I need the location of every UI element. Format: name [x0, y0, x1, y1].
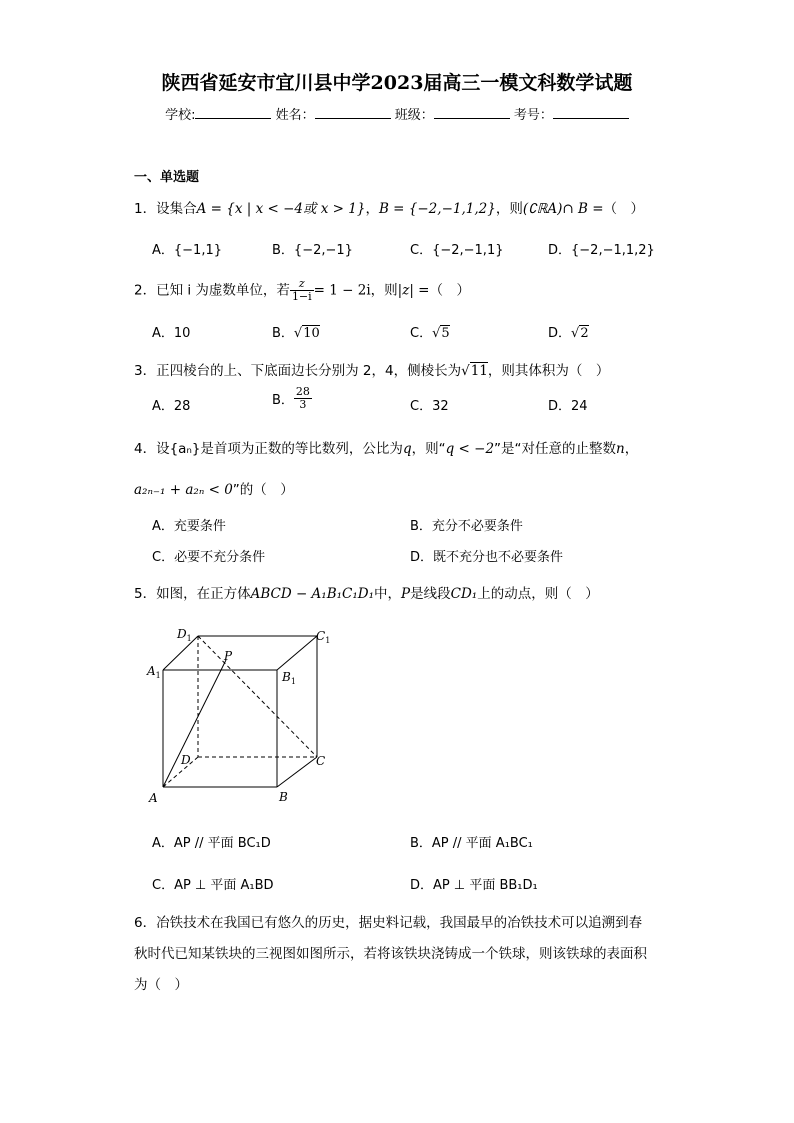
- question-4-line-2: [134, 478, 294, 498]
- radicand: 11: [470, 363, 488, 379]
- condition-expr: q < −2: [445, 441, 495, 457]
- label-d1: $D_1$: [177, 627, 192, 643]
- page-title: 陕西省延安市宜川县中学2023届高三一模文科数学试题: [161, 72, 633, 94]
- question-6-line-3: 为（ ）: [134, 977, 188, 993]
- question-text: 已知 i 为虚数单位，若: [156, 282, 290, 299]
- label-c1: $C_1$: [316, 629, 331, 645]
- q4-option-d[interactable]: D．既不充分也不必要条件: [410, 550, 564, 565]
- question-text: ，则: [495, 201, 523, 217]
- question-text: 是线段: [410, 586, 451, 602]
- question-text: ，则“: [411, 441, 446, 457]
- question-number: 4．: [134, 441, 157, 457]
- q4-option-c[interactable]: C．必要不充分条件: [152, 550, 266, 565]
- question-number: 3．: [134, 363, 157, 379]
- edge-a1d1: [163, 636, 198, 670]
- question-text: ，则: [370, 282, 398, 299]
- option-label: B．: [272, 393, 294, 408]
- name-blank: [315, 106, 391, 119]
- question-1: [134, 197, 644, 217]
- label-c: C: [316, 754, 326, 768]
- radicand: 2: [580, 326, 589, 341]
- section-title: 一、单选题: [134, 170, 200, 185]
- label-b1: $B_1$: [282, 670, 296, 686]
- complement-expr: (∁ℝA)∩ B =: [522, 201, 604, 217]
- sqrt-expr: √11: [461, 363, 488, 379]
- q2-option-a[interactable]: A．10: [152, 326, 191, 341]
- q4-option-a[interactable]: A．充要条件: [152, 519, 226, 534]
- equation-rhs: = 1 − 2i: [313, 282, 371, 299]
- option-label: B．: [272, 326, 294, 341]
- option-label: C．: [410, 326, 433, 341]
- sqrt-expr: √5: [432, 326, 450, 341]
- q2-option-b[interactable]: [272, 322, 320, 341]
- school-blank: [195, 106, 271, 119]
- question-3: [134, 359, 609, 379]
- question-6-line-1: [134, 911, 642, 931]
- fraction-numerator: 28: [295, 385, 310, 398]
- segment-ap: [163, 660, 226, 787]
- q1-option-b[interactable]: B．{−2,−1}: [272, 243, 353, 258]
- question-text: ”是“对任意的止整数: [494, 441, 617, 457]
- question-text: 正四棱台的上、下底面边长分别为 2，4，侧棱长为: [156, 363, 462, 379]
- class-blank: [434, 106, 510, 119]
- fraction-numerator: z: [290, 278, 314, 291]
- question-text: 设{aₙ}是首项为正数的等比数列，公比为: [156, 441, 403, 457]
- variable-n: n: [616, 441, 625, 457]
- exam-no-blank: [553, 106, 629, 119]
- q2-option-c[interactable]: [410, 322, 450, 341]
- q1-option-a[interactable]: A．{−1,1}: [152, 243, 223, 258]
- question-number: 5．: [134, 586, 157, 602]
- cube-figure: [140, 620, 340, 810]
- sqrt-expr: √2: [571, 326, 589, 341]
- question-4-line-1: [134, 437, 638, 457]
- variable-q: q: [402, 441, 412, 457]
- segment-d1c: [198, 636, 317, 757]
- option-label: D．: [548, 326, 572, 341]
- question-6-line-2: 秋时代已知某铁块的三视图如图所示，若将该铁块浇铸成一个铁球，则该铁球的表面积: [134, 946, 647, 962]
- fraction: [294, 386, 312, 411]
- cube-name: ABCD − A₁B₁C₁D₁: [250, 586, 375, 602]
- radicand: 10: [303, 326, 320, 341]
- sqrt-expr: √10: [293, 326, 320, 341]
- fraction-denominator: 1−i: [291, 290, 312, 303]
- student-info-line: [0, 104, 794, 123]
- answer-paren: （ ）: [429, 282, 470, 299]
- edge-bc: [277, 757, 317, 787]
- q4-option-b[interactable]: B．充分不必要条件: [410, 519, 523, 534]
- label-a1: $A_1$: [147, 664, 161, 680]
- question-text: ，则其体积为（ ）: [487, 363, 610, 379]
- q5-option-d[interactable]: D．AP ⊥ 平面 BB₁D₁: [410, 878, 538, 893]
- question-number: 1．: [134, 201, 157, 217]
- label-d: D: [181, 753, 191, 767]
- point-p: P: [401, 586, 411, 602]
- q1-option-d[interactable]: D．{−2,−1,1,2}: [548, 243, 655, 258]
- sum-expr: a₂ₙ₋₁ + a₂ₙ < 0: [134, 482, 233, 498]
- question-text: 如图，在正方体: [156, 586, 251, 602]
- name-label: 姓名：: [275, 108, 315, 123]
- question-text: 中，: [374, 586, 402, 602]
- segment-cd1: CD₁: [450, 586, 478, 602]
- question-number: 6．: [134, 915, 157, 931]
- question-number: 2．: [134, 282, 157, 299]
- question-text: 设集合: [156, 201, 197, 217]
- question-text: 上的动点，则（ ）: [477, 586, 599, 602]
- separator: ，: [365, 201, 379, 217]
- q1-option-c[interactable]: C．{−2,−1,1}: [410, 243, 504, 258]
- question-text: 冶铁技术在我国已有悠久的历史，据史料记载，我国最早的冶铁技术可以追溯到春: [156, 915, 643, 931]
- label-p: P: [224, 649, 233, 663]
- q5-option-c[interactable]: C．AP ⊥ 平面 A₁BD: [152, 878, 274, 893]
- q5-option-a[interactable]: A．AP // 平面 BC₁D: [152, 836, 271, 851]
- q2-option-d[interactable]: [548, 322, 589, 341]
- label-a: A: [149, 791, 158, 805]
- q3-option-b[interactable]: [272, 386, 312, 411]
- separator: ，: [624, 441, 639, 457]
- fraction-denominator: 3: [299, 398, 307, 411]
- q3-option-a[interactable]: A．28: [152, 399, 191, 414]
- school-label: 学校:: [165, 108, 196, 123]
- answer-paren: （ ）: [603, 201, 645, 217]
- modulus-expr: |z| =: [397, 282, 430, 299]
- class-label: 班级：: [394, 108, 434, 123]
- radicand: 5: [441, 326, 450, 341]
- edge-b1c1: [277, 636, 317, 670]
- set-b-expr: B = {−2,−1,1,2}: [378, 201, 496, 217]
- set-a-expr: A = {x | x < −4或 x > 1}: [196, 201, 366, 217]
- question-5: [134, 582, 599, 602]
- q3-option-c[interactable]: C．32: [410, 399, 449, 414]
- label-b: B: [279, 790, 288, 804]
- q5-option-b[interactable]: B．AP // 平面 A₁BC₁: [410, 836, 533, 851]
- q3-option-d[interactable]: D．24: [548, 399, 588, 414]
- fraction: [290, 278, 314, 303]
- exam-no-label: 考号：: [513, 108, 553, 123]
- question-2: [134, 278, 470, 303]
- question-text: ”的（ ）: [232, 482, 294, 498]
